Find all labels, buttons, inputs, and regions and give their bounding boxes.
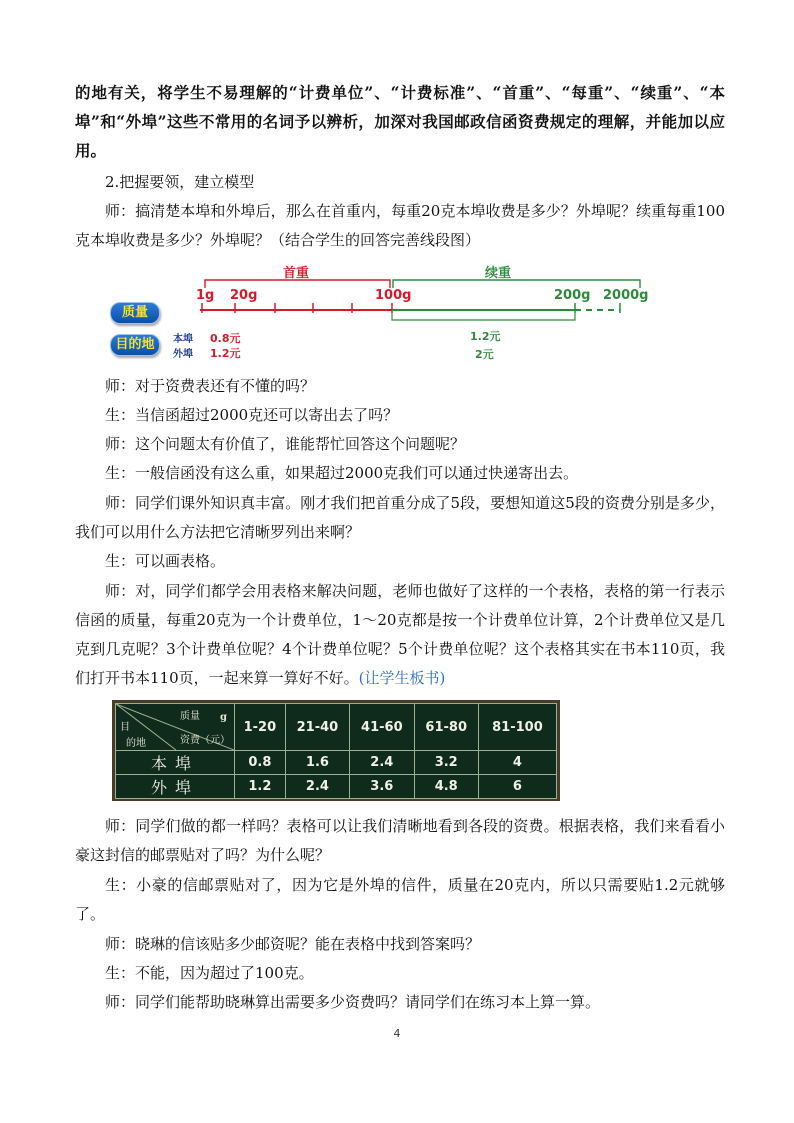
- paragraph-student-3: 生：可以画表格。: [105, 552, 226, 570]
- local-first-fee: 0.8元: [210, 332, 241, 345]
- table-cell: 6: [478, 775, 556, 799]
- table-row: [116, 775, 557, 799]
- corner-dest-1: 目: [120, 722, 130, 733]
- mass-button: 质量: [110, 302, 160, 324]
- corner-mass: 质量: [180, 711, 200, 722]
- postage-fee-table: [112, 700, 560, 801]
- board-note: (让学生板书): [358, 669, 446, 687]
- column-header: 21-40: [285, 704, 349, 751]
- row-label-outside: 外埠: [173, 349, 193, 360]
- paragraph-teacher-3: 师：这个问题太有价值了，谁能帮忙回答这个问题呢？: [105, 435, 466, 453]
- table-corner-header: [116, 704, 235, 751]
- postage-line-diagram: [100, 258, 660, 368]
- paragraph-teacher-1: 师：搞清楚本埠和外埠后，那么在首重内，每重20克本埠收费是多少？外埠呢？续重每重100克本埠收费是多少？外埠呢？（结合学生的回答完善线段图）: [75, 202, 725, 249]
- first-weight-brace: [205, 280, 390, 288]
- continued-weight-brace: [393, 280, 640, 288]
- label-first-weight: 首重: [283, 266, 310, 281]
- paragraph-teacher-5: [75, 577, 725, 693]
- tick-label-2000g: 2000g: [603, 288, 649, 303]
- column-header: 1-20: [235, 704, 286, 751]
- paragraph-student-2: 生：一般信函没有这么重，如果超过2000克我们可以通过快递寄出去。: [105, 464, 579, 482]
- column-header: 61-80: [414, 704, 478, 751]
- paragraph-teacher-7: 师：晓琳的信该贴多少邮资呢？能在表格中找到答案吗？: [105, 935, 481, 953]
- table-cell: 3.2: [414, 751, 478, 775]
- table-row: [116, 751, 557, 775]
- corner-dest-2: 的地: [126, 738, 146, 749]
- section-heading: 2.把握要领，建立模型: [105, 173, 255, 191]
- outside-first-fee: 1.2元: [210, 347, 241, 360]
- column-header: 41-60: [350, 704, 414, 751]
- paragraph-teacher-6: 师：同学们做的都一样吗？表格可以让我们清晰地看到各段的资费。根据表格，我们来看看小豪这封信的邮票贴对了吗？为什么呢？: [75, 817, 725, 864]
- table-cell: 0.8: [235, 751, 286, 775]
- corner-fee: 资费（元）: [180, 735, 230, 746]
- table-cell: 2.4: [350, 751, 414, 775]
- table-cell: 4.8: [414, 775, 478, 799]
- paragraph-teacher-4: 师：同学们课外知识真丰富。刚才我们把首重分成了5段，要想知道这5段的资费分别是多少，我们可以用什么方法把它清晰罗列出来啊？: [75, 494, 725, 541]
- paragraph-intro-continuation: 的地有关，将学生不易理解的“计费单位”、“计费标准”、“首重”、“每重”、“续重”、“本埠”和“外埠”这些不常用的名词予以辨析，加深对我国邮政信函资费规定的理解，并能加以应用。: [75, 83, 725, 160]
- page-number: 4: [393, 1027, 401, 1040]
- corner-unit: g: [220, 712, 227, 723]
- paragraph-student-5: 生：不能，因为超过了100克。: [105, 964, 314, 982]
- tick-label-20g: 20g: [230, 288, 258, 303]
- table-cell: 1.2: [235, 775, 286, 799]
- paragraph-teacher-2: 师：对于资费表还有不懂的吗？: [105, 377, 316, 395]
- label-continued-weight: 续重: [485, 266, 512, 281]
- table-cell: 2.4: [285, 775, 349, 799]
- outside-continued-fee: 2元: [475, 348, 494, 361]
- paragraph-teacher-8: 师：同学们能帮助晓琳算出需要多少资费吗？请同学们在练习本上算一算。: [105, 993, 601, 1011]
- row-header-outside: 外埠: [116, 775, 235, 799]
- row-header-local: 本埠: [116, 751, 235, 775]
- tick-label-200g: 200g: [554, 288, 591, 303]
- column-header: 81-100: [478, 704, 556, 751]
- destination-button: 目的地: [110, 334, 160, 356]
- row-label-local: 本埠: [173, 334, 193, 345]
- table-cell: 4: [478, 751, 556, 775]
- table-cell: 1.6: [285, 751, 349, 775]
- local-continued-fee: 1.2元: [470, 330, 501, 343]
- tick-label-1g: 1g: [196, 288, 215, 303]
- table-cell: 3.6: [350, 775, 414, 799]
- continued-fee-brace: [392, 313, 575, 320]
- paragraph-teacher-5-text: 师：对，同学们都学会用表格来解决问题，老师也做好了这样的一个表格，表格的第一行表示信函的质量，每重20克为一个计费单位，1～20克都是按一个计费单位计算，2个计费单位又是几克到几克呢？3个计费单位呢？4个计费单位呢？5个计费单位呢？这个表格其实在书本110页，我们打开书本110页，一起来算一算好不好。: [75, 582, 725, 687]
- paragraph-student-4: 生：小豪的信邮票贴对了，因为它是外埠的信件，质量在20克内，所以只需要贴1.2元就够了。: [75, 876, 725, 923]
- tick-label-100g: 100g: [375, 288, 412, 303]
- paragraph-student-1: 生：当信函超过2000克还可以寄出去了吗？: [105, 406, 399, 424]
